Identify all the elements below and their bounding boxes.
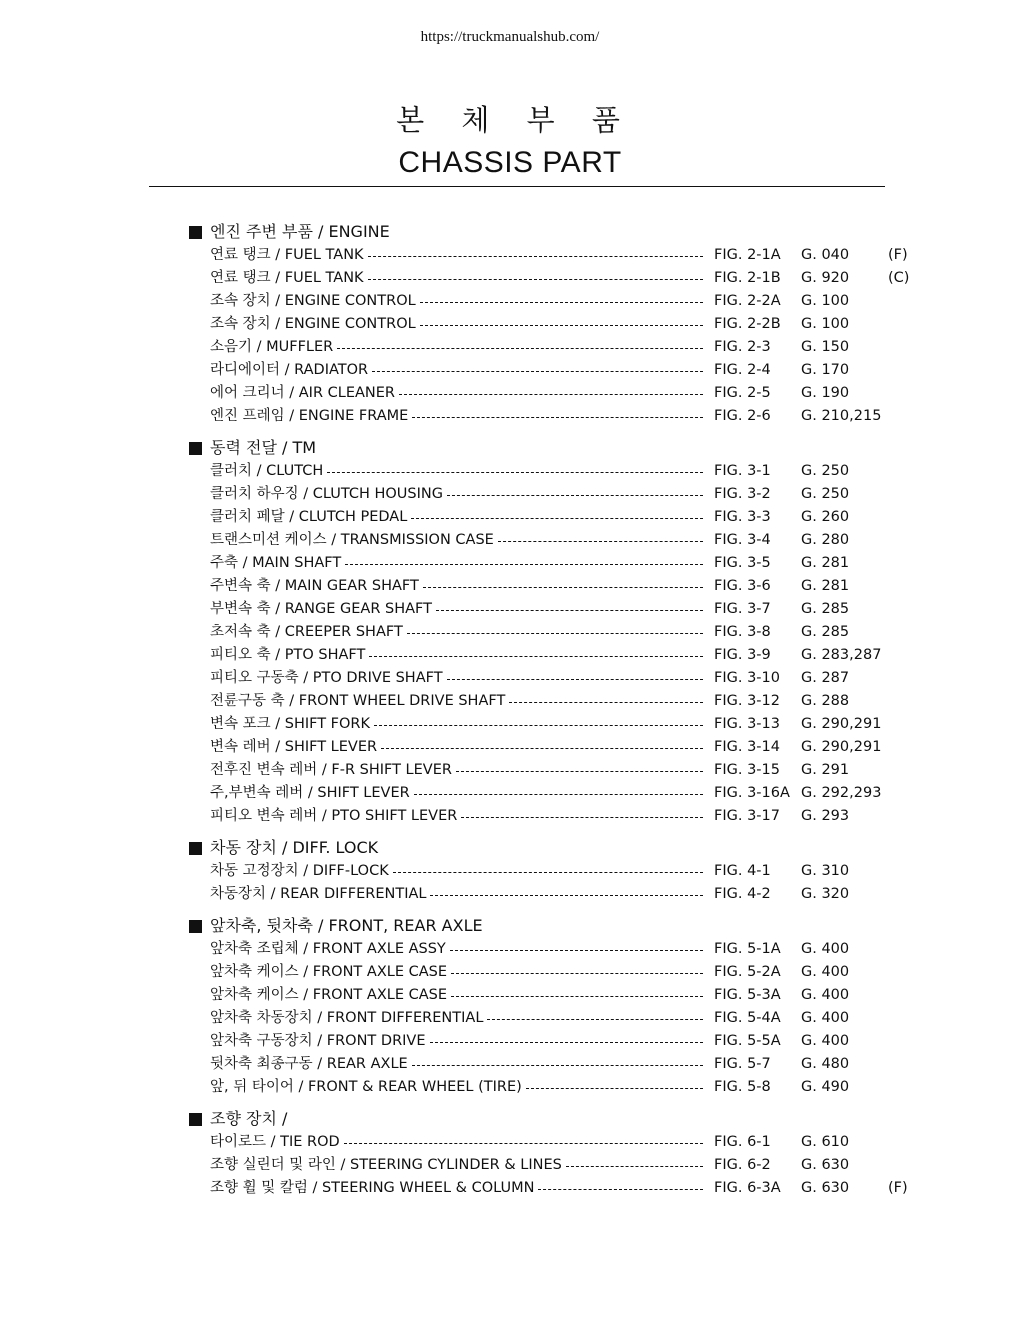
entry-label: 소음기 / MUFFLER (210, 339, 334, 355)
entry-label: 앞차축 차동장치 / FRONT DIFFERENTIAL (210, 1010, 484, 1026)
entry-figure-number: FIG. 5-8 (714, 1079, 771, 1095)
black-square-bullet-icon (189, 1113, 202, 1126)
entry-label-group (210, 1076, 703, 1099)
toc-section (189, 220, 929, 428)
entry-label-group (210, 382, 703, 405)
entry-label: 앞차축 케이스 / FRONT AXLE CASE (210, 964, 448, 980)
entry-label: 타이로드 / TIE ROD (210, 1134, 340, 1150)
entry-label-group (210, 690, 703, 713)
entry-page-number: G. 291 (801, 762, 850, 778)
entry-label-group (210, 483, 703, 506)
entry-label: 클러치 / CLUTCH (210, 463, 324, 479)
entry-page-number: G. 250 (801, 463, 850, 479)
entry-label: 조향 실린더 및 라인 / STEERING CYLINDER & LINES (210, 1157, 562, 1173)
entry-page-number: G. 280 (801, 532, 850, 548)
entry-page-number: G. 288 (801, 693, 850, 709)
dashed-leader-line (509, 702, 703, 703)
toc-entry[interactable] (189, 713, 929, 736)
entry-page-number: G. 610 (801, 1134, 850, 1150)
toc-entry[interactable] (189, 1030, 929, 1053)
toc-entry[interactable] (189, 644, 929, 667)
entry-figure-number: FIG. 6-2 (714, 1157, 771, 1173)
dashed-leader-line (566, 1166, 703, 1167)
entry-page-number: G. 400 (801, 1033, 850, 1049)
section-heading-text: 차동 장치 / DIFF. LOCK (210, 838, 379, 857)
entry-label-group (210, 267, 703, 290)
entry-figure-number: FIG. 2-1B (714, 270, 781, 286)
dashed-leader-line (430, 895, 703, 896)
section-heading (189, 1107, 929, 1131)
entry-page-number: G. 290,291 (801, 716, 882, 732)
entry-label-group (210, 1177, 703, 1200)
entry-page-number: G. 310 (801, 863, 850, 879)
entry-label-group (210, 713, 703, 736)
entry-figure-number: FIG. 6-1 (714, 1134, 771, 1150)
entry-label-group (210, 782, 703, 805)
black-square-bullet-icon (189, 920, 202, 933)
entry-page-number: G. 100 (801, 293, 850, 309)
toc-entry[interactable] (189, 575, 929, 598)
dashed-leader-line (430, 1042, 704, 1043)
toc-entry[interactable] (189, 621, 929, 644)
entry-label: 주축 / MAIN SHAFT (210, 555, 342, 571)
dashed-leader-line (447, 679, 703, 680)
title-divider (149, 186, 885, 187)
entry-label: 엔진 프레임 / ENGINE FRAME (210, 408, 409, 424)
entry-figure-number: FIG. 3-10 (714, 670, 780, 686)
entry-label-group (210, 529, 703, 552)
dashed-leader-line (447, 495, 703, 496)
entry-figure-number: FIG. 3-15 (714, 762, 780, 778)
black-square-bullet-icon (189, 442, 202, 455)
entry-label-group (210, 290, 703, 313)
toc-entry[interactable] (189, 1053, 929, 1076)
dashed-leader-line (451, 973, 703, 974)
entry-figure-number: FIG. 3-9 (714, 647, 771, 663)
entry-label-group (210, 460, 703, 483)
entry-label-group (210, 961, 703, 984)
entry-label-group (210, 359, 703, 382)
toc-entry[interactable] (189, 1131, 929, 1154)
entry-label-group (210, 759, 703, 782)
toc-section (189, 436, 929, 828)
entry-label: 뒷차축 최종구동 / REAR AXLE (210, 1056, 408, 1072)
dashed-leader-line (487, 1019, 703, 1020)
dashed-leader-line (369, 656, 703, 657)
entry-page-number: G. 285 (801, 624, 850, 640)
entry-label-group (210, 313, 703, 336)
entry-label-group (210, 1030, 703, 1053)
entry-label: 앞차축 조립체 / FRONT AXLE ASSY (210, 941, 446, 957)
toc-section (189, 1107, 929, 1200)
entry-page-number: G. 400 (801, 1010, 850, 1026)
entry-figure-number: FIG. 3-3 (714, 509, 771, 525)
section-heading-text: 동력 전달 / TM (210, 438, 317, 457)
entry-page-number: G. 281 (801, 555, 850, 571)
entry-label: 주변속 축 / MAIN GEAR SHAFT (210, 578, 419, 594)
entry-label: 트랜스미션 케이스 / TRANSMISSION CASE (210, 532, 494, 548)
entry-page-number: G. 400 (801, 964, 850, 980)
entry-label: 변속 레버 / SHIFT LEVER (210, 739, 378, 755)
entry-label: 부변속 축 / RANGE GEAR SHAFT (210, 601, 432, 617)
toc-entry[interactable] (189, 405, 929, 428)
entry-variant-suffix: (C) (888, 270, 910, 286)
dashed-leader-line (368, 279, 703, 280)
entry-figure-number: FIG. 2-4 (714, 362, 771, 378)
entry-label: 라디에이터 / RADIATOR (210, 362, 369, 378)
page-title-korean: 본 체 부 품 (396, 103, 634, 137)
entry-figure-number: FIG. 3-1 (714, 463, 771, 479)
toc-entry[interactable] (189, 1076, 929, 1099)
toc-entry[interactable] (189, 690, 929, 713)
dashed-leader-line (337, 348, 703, 349)
entry-figure-number: FIG. 6-3A (714, 1180, 781, 1196)
entry-label-group (210, 1154, 703, 1177)
toc-entry[interactable] (189, 267, 929, 290)
entry-label-group (210, 883, 703, 906)
entry-page-number: G. 400 (801, 941, 850, 957)
entry-figure-number: FIG. 2-3 (714, 339, 771, 355)
entry-page-number: G. 260 (801, 509, 850, 525)
toc-entry[interactable] (189, 860, 929, 883)
dashed-leader-line (526, 1088, 703, 1089)
entry-label: 전후진 변속 레버 / F-R SHIFT LEVER (210, 762, 452, 778)
entry-page-number: G. 293 (801, 808, 850, 824)
entry-figure-number: FIG. 5-7 (714, 1056, 771, 1072)
entry-page-number: G. 210,215 (801, 408, 882, 424)
toc-entry[interactable] (189, 382, 929, 405)
entry-page-number: G. 287 (801, 670, 850, 686)
toc-entry[interactable] (189, 938, 929, 961)
section-heading (189, 436, 929, 460)
dashed-leader-line (327, 472, 703, 473)
entry-page-number: G. 400 (801, 987, 850, 1003)
entry-label: 차동장치 / REAR DIFFERENTIAL (210, 886, 427, 902)
entry-label: 조속 장치 / ENGINE CONTROL (210, 316, 416, 332)
section-heading-text: 엔진 주변 부품 / ENGINE (210, 222, 390, 241)
entry-label: 클러치 하우징 / CLUTCH HOUSING (210, 486, 443, 502)
entry-label: 차동 고정장치 / DIFF-LOCK (210, 863, 389, 879)
black-square-bullet-icon (189, 226, 202, 239)
entry-figure-number: FIG. 4-2 (714, 886, 771, 902)
entry-figure-number: FIG. 5-3A (714, 987, 781, 1003)
dashed-leader-line (374, 725, 703, 726)
toc-entry[interactable] (189, 736, 929, 759)
entry-page-number: G. 170 (801, 362, 850, 378)
toc-entry[interactable] (189, 805, 929, 828)
entry-label-group (210, 667, 703, 690)
entry-label: 연료 탱크 / FUEL TANK (210, 247, 364, 263)
entry-page-number: G. 150 (801, 339, 850, 355)
page-title-english: CHASSIS PART (398, 146, 622, 179)
toc-entry[interactable] (189, 598, 929, 621)
entry-label-group (210, 644, 703, 667)
dashed-leader-line (411, 518, 703, 519)
entry-figure-number: FIG. 3-7 (714, 601, 771, 617)
toc-entry[interactable] (189, 1007, 929, 1030)
toc-entry[interactable] (189, 759, 929, 782)
dashed-leader-line (368, 256, 703, 257)
dashed-leader-line (399, 394, 703, 395)
entry-label: 전륜구동 축 / FRONT WHEEL DRIVE SHAFT (210, 693, 506, 709)
entry-page-number: G. 100 (801, 316, 850, 332)
entry-page-number: G. 281 (801, 578, 850, 594)
entry-figure-number: FIG. 2-1A (714, 247, 781, 263)
entry-label-group (210, 506, 703, 529)
entry-figure-number: FIG. 3-8 (714, 624, 771, 640)
entry-label-group (210, 1053, 703, 1076)
entry-label: 에어 크리너 / AIR CLEANER (210, 385, 395, 401)
section-heading-text: 앞차축, 뒷차축 / FRONT, REAR AXLE (210, 916, 483, 935)
entry-figure-number: FIG. 3-5 (714, 555, 771, 571)
toc-entry[interactable] (189, 336, 929, 359)
dashed-leader-line (450, 950, 703, 951)
dashed-leader-line (412, 417, 703, 418)
toc-entry[interactable] (189, 460, 929, 483)
dashed-leader-line (456, 771, 703, 772)
entry-label: 피티오 변속 레버 / PTO SHIFT LEVER (210, 808, 458, 824)
entry-label-group (210, 336, 703, 359)
dashed-leader-line (420, 325, 703, 326)
entry-page-number: G. 490 (801, 1079, 850, 1095)
table-of-contents (189, 220, 929, 1208)
entry-page-number: G. 630 (801, 1180, 850, 1196)
dashed-leader-line (538, 1189, 703, 1190)
entry-label: 초저속 축 / CREEPER SHAFT (210, 624, 403, 640)
toc-entry[interactable] (189, 883, 929, 906)
entry-figure-number: FIG. 2-6 (714, 408, 771, 424)
entry-figure-number: FIG. 3-12 (714, 693, 780, 709)
entry-label-group (210, 244, 703, 267)
entry-label: 피티오 축 / PTO SHAFT (210, 647, 366, 663)
entry-label-group (210, 984, 703, 1007)
entry-figure-number: FIG. 2-2B (714, 316, 781, 332)
toc-entry[interactable] (189, 529, 929, 552)
entry-variant-suffix: (F) (888, 1180, 908, 1196)
entry-page-number: G. 285 (801, 601, 850, 617)
entry-label-group (210, 1131, 703, 1154)
toc-entry[interactable] (189, 552, 929, 575)
toc-entry[interactable] (189, 506, 929, 529)
entry-label-group (210, 1007, 703, 1030)
dashed-leader-line (381, 748, 703, 749)
entry-page-number: G. 630 (801, 1157, 850, 1173)
entry-label-group (210, 405, 703, 428)
entry-figure-number: FIG. 5-2A (714, 964, 781, 980)
dashed-leader-line (423, 587, 703, 588)
entry-variant-suffix: (F) (888, 247, 908, 263)
entry-figure-number: FIG. 2-5 (714, 385, 771, 401)
entry-label-group (210, 621, 703, 644)
toc-entry[interactable] (189, 667, 929, 690)
entry-label-group (210, 736, 703, 759)
toc-entry[interactable] (189, 244, 929, 267)
section-heading (189, 220, 929, 244)
entry-label-group (210, 938, 703, 961)
section-heading (189, 836, 929, 860)
entry-label: 클러치 페달 / CLUTCH PEDAL (210, 509, 408, 525)
dashed-leader-line (420, 302, 703, 303)
entry-figure-number: FIG. 5-1A (714, 941, 781, 957)
entry-figure-number: FIG. 3-17 (714, 808, 780, 824)
toc-entry[interactable] (189, 1177, 929, 1200)
dashed-leader-line (436, 610, 703, 611)
entry-label-group (210, 805, 703, 828)
entry-label: 조향 휠 및 칼럼 / STEERING WHEEL & COLUMN (210, 1180, 535, 1196)
dashed-leader-line (372, 371, 703, 372)
toc-section (189, 914, 929, 1099)
toc-entry[interactable] (189, 961, 929, 984)
dashed-leader-line (393, 872, 703, 873)
entry-page-number: G. 250 (801, 486, 850, 502)
source-url[interactable]: https://truckmanualshub.com/ (420, 29, 600, 45)
dashed-leader-line (414, 794, 703, 795)
toc-entry[interactable] (189, 359, 929, 382)
entry-page-number: G. 283,287 (801, 647, 882, 663)
dashed-leader-line (344, 1143, 703, 1144)
entry-figure-number: FIG. 5-5A (714, 1033, 781, 1049)
entry-label: 앞차축 케이스 / FRONT AXLE CASE (210, 987, 448, 1003)
section-heading (189, 914, 929, 938)
entry-figure-number: FIG. 2-2A (714, 293, 781, 309)
entry-label: 연료 탱크 / FUEL TANK (210, 270, 364, 286)
toc-entry[interactable] (189, 313, 929, 336)
entry-page-number: G. 290,291 (801, 739, 882, 755)
entry-label: 조속 장치 / ENGINE CONTROL (210, 293, 416, 309)
dashed-leader-line (407, 633, 703, 634)
entry-label: 피티오 구동축 / PTO DRIVE SHAFT (210, 670, 443, 686)
entry-figure-number: FIG. 5-4A (714, 1010, 781, 1026)
entry-figure-number: FIG. 3-16A (714, 785, 790, 801)
dashed-leader-line (451, 996, 703, 997)
entry-page-number: G. 190 (801, 385, 850, 401)
entry-figure-number: FIG. 3-14 (714, 739, 780, 755)
entry-label: 주,부변속 레버 / SHIFT LEVER (210, 785, 410, 801)
dashed-leader-line (498, 541, 703, 542)
toc-entry[interactable] (189, 290, 929, 313)
entry-label-group (210, 552, 703, 575)
dashed-leader-line (412, 1065, 703, 1066)
entry-label: 앞, 뒤 타이어 / FRONT & REAR WHEEL (TIRE) (210, 1079, 522, 1095)
entry-page-number: G. 040 (801, 247, 850, 263)
dashed-leader-line (461, 817, 703, 818)
toc-section (189, 836, 929, 906)
entry-page-number: G. 320 (801, 886, 850, 902)
entry-figure-number: FIG. 3-13 (714, 716, 780, 732)
toc-entry[interactable] (189, 1154, 929, 1177)
entry-label-group (210, 575, 703, 598)
entry-page-number: G. 292,293 (801, 785, 882, 801)
dashed-leader-line (345, 564, 703, 565)
toc-entry[interactable] (189, 782, 929, 805)
entry-figure-number: FIG. 3-2 (714, 486, 771, 502)
entry-figure-number: FIG. 3-4 (714, 532, 771, 548)
section-heading-text: 조향 장치 / (210, 1109, 288, 1128)
toc-entry[interactable] (189, 483, 929, 506)
black-square-bullet-icon (189, 842, 202, 855)
entry-label-group (210, 860, 703, 883)
entry-label: 앞차축 구동장치 / FRONT DRIVE (210, 1033, 426, 1049)
entry-label-group (210, 598, 703, 621)
entry-figure-number: FIG. 3-6 (714, 578, 771, 594)
entry-page-number: G. 920 (801, 270, 850, 286)
toc-entry[interactable] (189, 984, 929, 1007)
entry-page-number: G. 480 (801, 1056, 850, 1072)
entry-label: 변속 포크 / SHIFT FORK (210, 716, 371, 732)
entry-figure-number: FIG. 4-1 (714, 863, 771, 879)
